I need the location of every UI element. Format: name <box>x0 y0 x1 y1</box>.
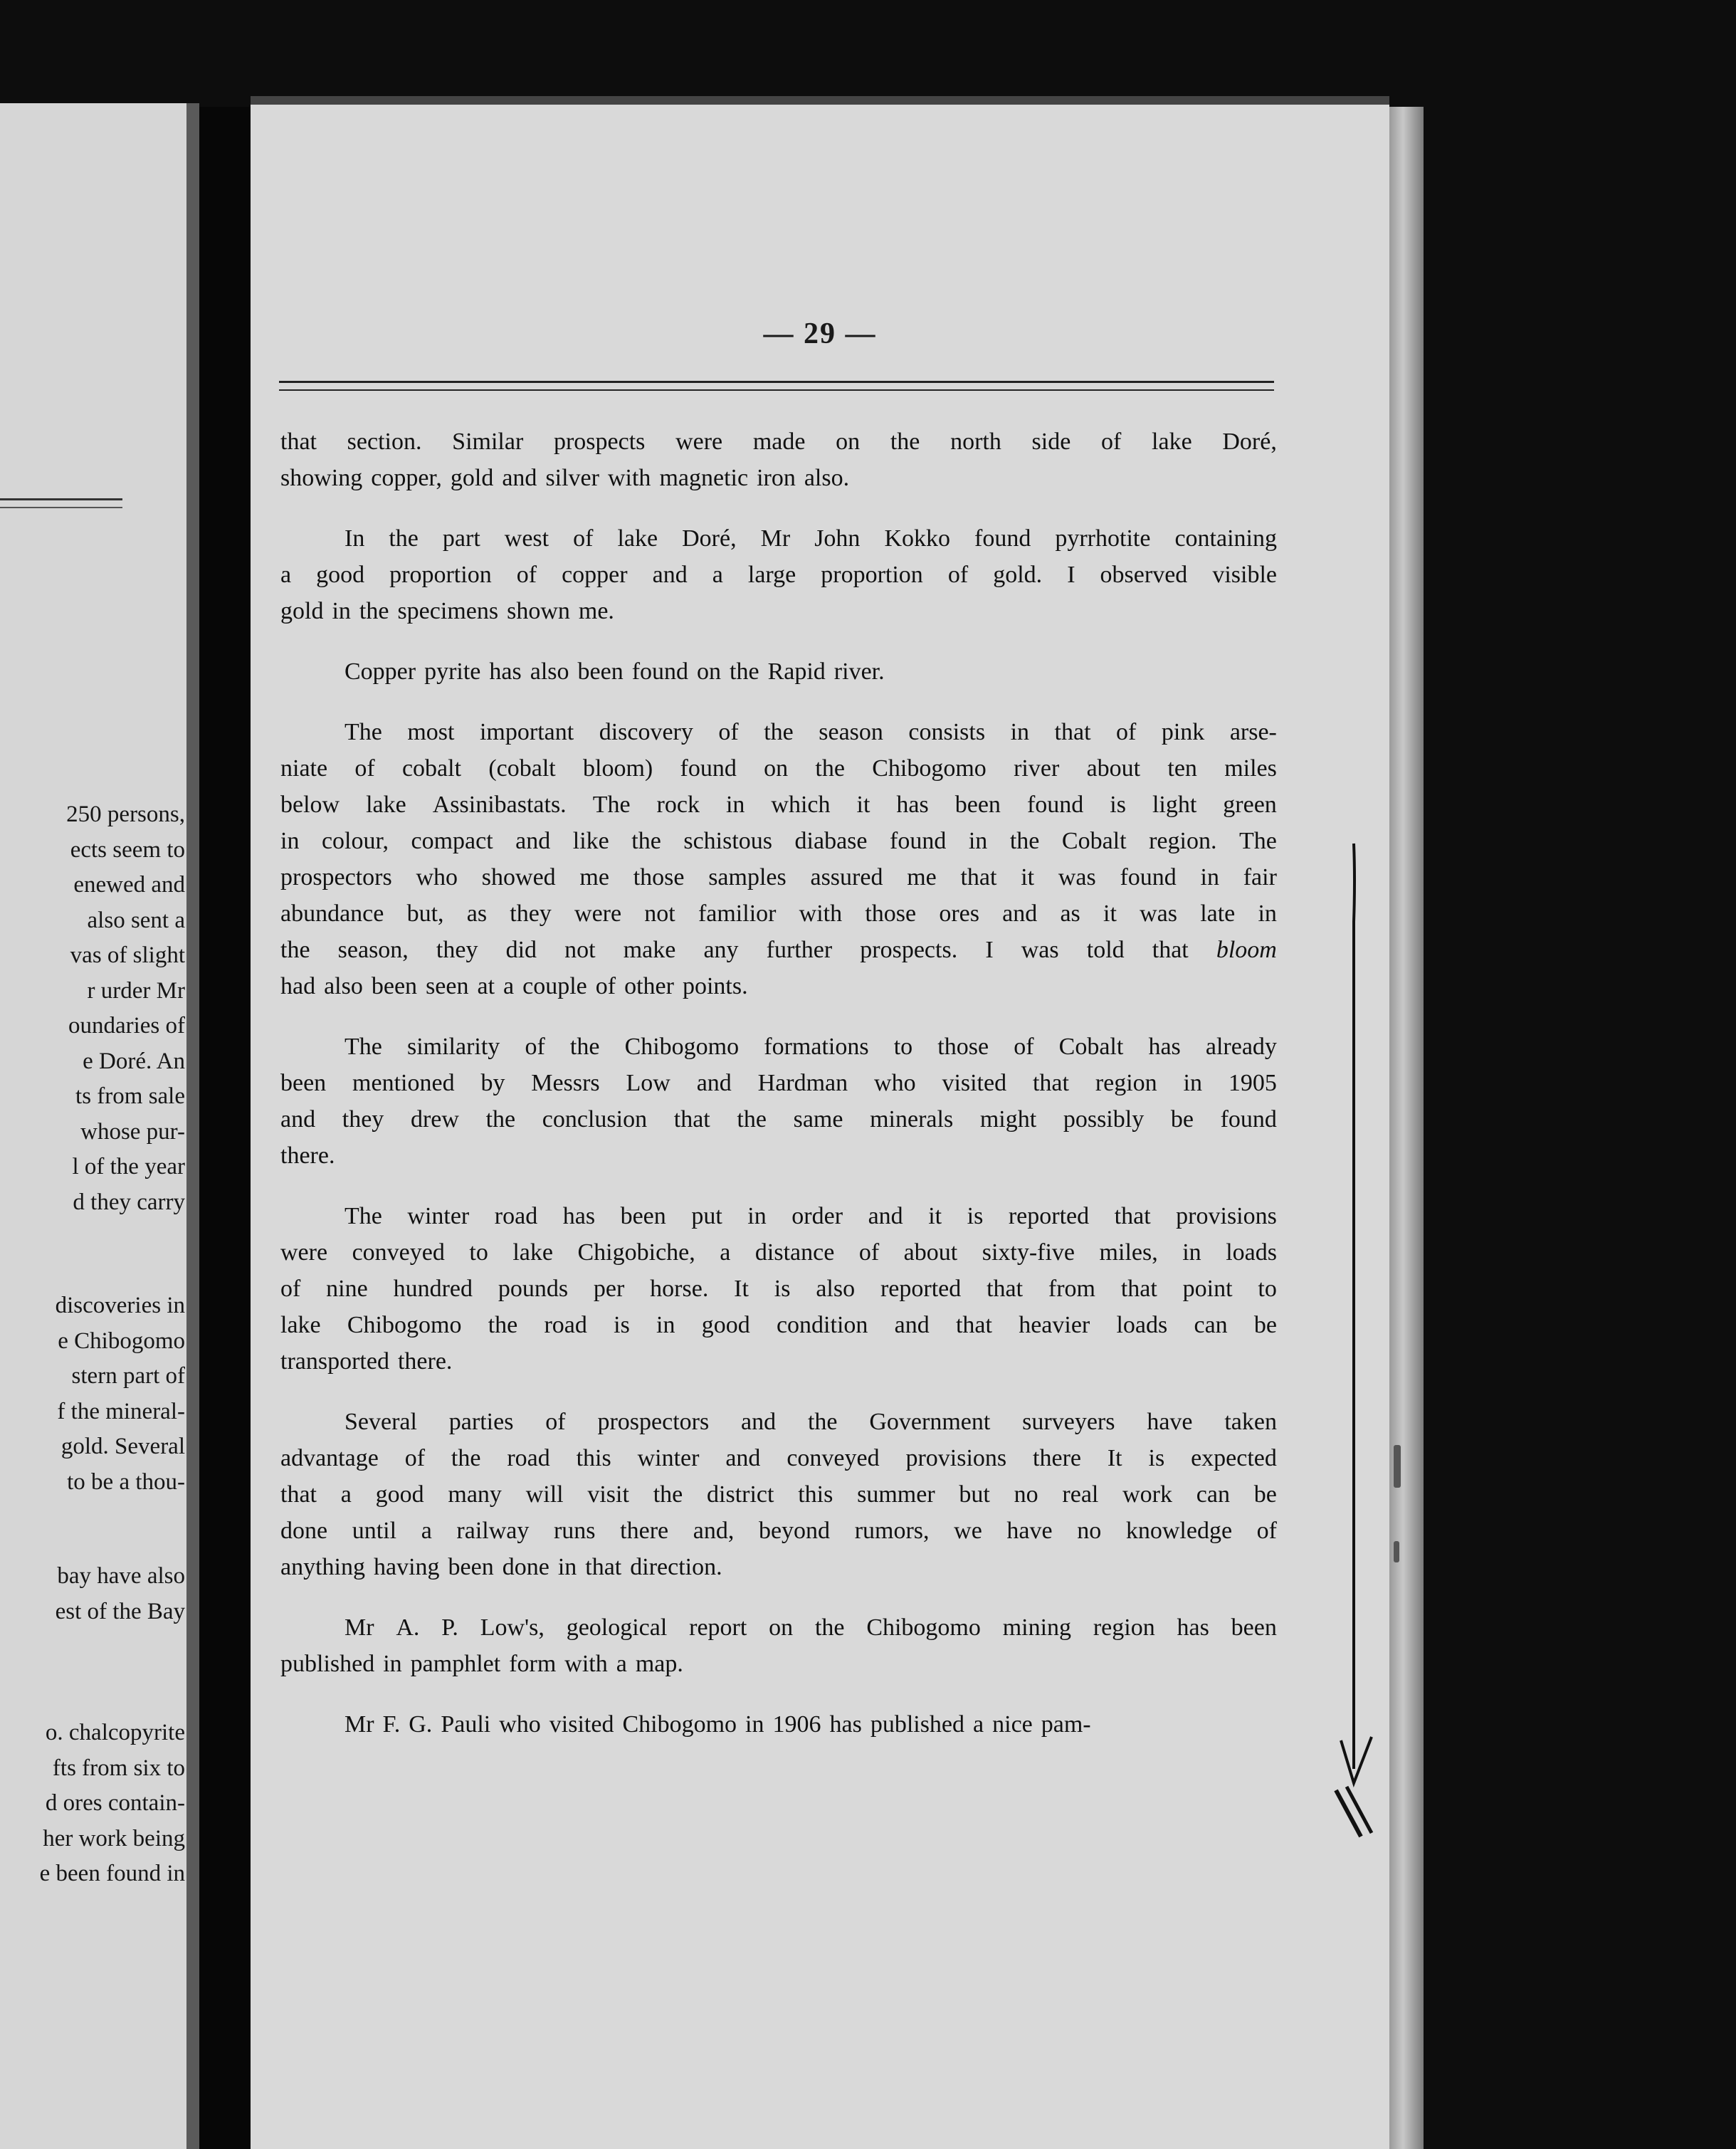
left-page-line: bay have also <box>57 1563 185 1589</box>
left-page-edge <box>186 103 199 2149</box>
text-line: Several parties of prospectors and the Government surveyers have taken <box>344 1409 1277 1435</box>
text-line: prospectors who showed me those samples assured me that it was found in fair <box>280 864 1277 890</box>
page-number: — 29 — <box>763 317 877 350</box>
check-mark-2 <box>1347 1787 1372 1833</box>
text-line: in colour, compact and like the schistous diabase found in the Cobalt region. The <box>280 828 1277 854</box>
header-rule <box>279 381 1274 383</box>
text-line: transported there. <box>280 1348 453 1375</box>
left-page-rule <box>0 498 122 500</box>
paragraph <box>280 1706 1277 1743</box>
text-line: there. <box>280 1142 335 1169</box>
paragraph <box>280 1609 1277 1682</box>
text-line: published in pamphlet form with a map. <box>280 1651 683 1677</box>
edge-mark <box>1394 1541 1399 1562</box>
text-line: The winter road has been put in order and it is reported that provisions <box>344 1203 1277 1229</box>
main-page <box>251 96 1389 2149</box>
left-page-line: ts from sale <box>75 1083 185 1109</box>
paragraph <box>280 1404 1277 1585</box>
left-page-paragraph <box>0 797 186 1220</box>
left-page-line: ects seem to <box>70 836 185 863</box>
left-page-line: oundaries of <box>68 1013 185 1039</box>
text-line: of nine hundred pounds per horse. It is also reported that from that point to <box>280 1276 1277 1302</box>
left-page-line: also sent a <box>87 907 185 933</box>
text-line: been mentioned by Messrs Low and Hardman who visited that region in 1905 <box>280 1070 1277 1096</box>
left-page-paragraph <box>0 1715 186 1892</box>
paragraph <box>280 1198 1277 1380</box>
right-dark-margin <box>1424 0 1736 2149</box>
page-top-edge <box>251 96 1389 105</box>
check-mark <box>1336 1790 1361 1837</box>
left-page-line: e Doré. An <box>83 1048 185 1074</box>
text-line: lake Chibogomo the road is in good condition and that heavier loads can be <box>280 1312 1277 1338</box>
text-line: advantage of the road this winter and conveyed provisions there It is expected <box>280 1445 1277 1471</box>
text-line: gold in the specimens shown me. <box>280 598 614 624</box>
paragraph <box>280 714 1277 1004</box>
book-gutter <box>199 107 251 2149</box>
text-line: abundance but, as they were not familior with those ores and as it was late in <box>280 900 1277 927</box>
margin-arrow-annotation <box>1275 737 1389 1947</box>
text-line: Copper pyrite has also been found on the Rapid river. <box>344 658 885 685</box>
left-page-line: vas of slight <box>70 942 185 968</box>
text-line: showing copper, gold and silver with magnetic iron also. <box>280 465 850 491</box>
edge-mark <box>1394 1445 1401 1488</box>
text-line: were conveyed to lake Chigobiche, a distance of about sixty-five miles, in loads <box>280 1239 1277 1266</box>
left-page-paragraph <box>0 1288 186 1500</box>
text-line: had also been seen at a couple of other points. <box>280 973 748 999</box>
left-page-line: fts from six to <box>52 1755 185 1781</box>
text-line: a good proportion of copper and a large proportion of gold. I observed visible <box>280 562 1277 588</box>
left-page-line: d they carry <box>73 1189 185 1215</box>
text-line: The most important discovery of the season consists in that of pink arse- <box>344 719 1277 745</box>
text-line: the season, they did not make any further prospects. I was told that bloom <box>280 937 1277 963</box>
paragraph <box>280 653 1277 690</box>
left-page-line: est of the Bay <box>55 1598 185 1624</box>
left-page-line: l of the year <box>72 1154 185 1179</box>
text-line: below lake Assinibastats. The rock in which it has been found is light green <box>280 792 1277 818</box>
left-page-line: her work being <box>43 1825 185 1851</box>
left-page-line: e Chibogomo <box>58 1328 185 1354</box>
left-page-line: o. chalcopyrite <box>45 1720 185 1745</box>
text-line: niate of cobalt (cobalt bloom) found on the Chibogomo river about ten miles <box>280 755 1277 782</box>
text-line: Mr F. G. Pauli who visited Chibogomo in 1906 has published a nice pam- <box>344 1711 1091 1738</box>
text-line: In the part west of lake Doré, Mr John Kokko found pyrrhotite containing <box>344 525 1277 552</box>
left-page-paragraph <box>0 1559 186 1629</box>
left-page-line: stern part of <box>71 1363 185 1389</box>
text-line: that section. Similar prospects were made on the north side of lake Doré, <box>280 429 1277 455</box>
left-page-line: to be a thou- <box>67 1468 185 1495</box>
text-line: and they drew the conclusion that the same minerals might possibly be found <box>280 1106 1277 1133</box>
left-page-line: d ores contain- <box>45 1790 185 1816</box>
text-line: that a good many will visit the district this summer but no real work can be <box>280 1481 1277 1508</box>
left-page-fragment <box>0 103 186 2149</box>
left-page-line: enewed and <box>73 872 185 898</box>
arrow-head <box>1341 1737 1372 1783</box>
text-line: Mr A. P. Low's, geological report on the Chibogomo mining region has been <box>344 1614 1277 1641</box>
paragraph <box>280 520 1277 629</box>
paragraph <box>280 1029 1277 1174</box>
header-rule-lower <box>279 389 1274 391</box>
body-text <box>280 424 1277 1743</box>
left-page-line: whose pur- <box>80 1118 185 1145</box>
left-page-line: f the mineral- <box>57 1398 185 1424</box>
left-page-line: r urder Mr <box>87 977 185 1004</box>
text-line: done until a railway runs there and, beyond rumors, we have no knowledge of <box>280 1518 1277 1544</box>
page-right-edge <box>1389 107 1424 2149</box>
paragraph <box>280 424 1277 496</box>
left-page-line: gold. Several <box>61 1434 185 1459</box>
text-line: The similarity of the Chibogomo formations to those of Cobalt has already <box>344 1034 1277 1060</box>
left-page-line: 250 persons, <box>66 802 185 827</box>
text-line: anything having been done in that direction. <box>280 1554 722 1580</box>
left-page-rule-lower <box>0 507 122 508</box>
left-page-line: discoveries in <box>55 1293 185 1318</box>
left-page-line: e been found in <box>39 1861 185 1886</box>
